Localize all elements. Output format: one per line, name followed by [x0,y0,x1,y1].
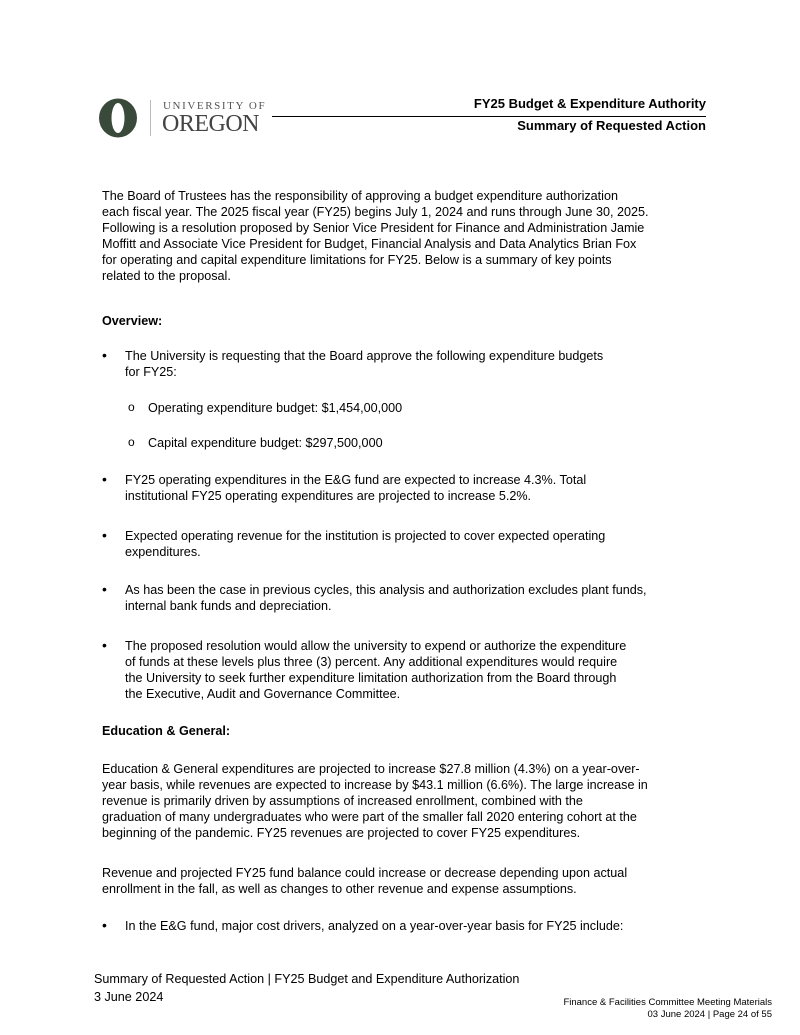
meeting-materials-label: Finance & Facilities Committee Meeting Materials [563,997,772,1008]
eg-paragraph-1 [102,761,648,841]
eg-bullet-1: In the E&G fund, major cost drivers, analyzed on a year-over-year basis for FY25 include: [125,919,624,933]
text-line: expenditures. [125,545,201,559]
logo-university-of: UNIVERSITY OF [163,100,267,112]
overview-bullet-4 [125,582,647,614]
overview-heading: Overview: [102,314,163,328]
logo-separator [150,100,151,136]
text-line: related to the proposal. [102,269,231,283]
document-title: FY25 Budget & Expenditure Authority [473,96,706,111]
overview-bullet-3 [125,528,605,560]
text-line: revenue is primarily driven by assumptions of increased enrollment, combined with the [102,794,583,808]
text-line: Following is a resolution proposed by Senior Vice President for Finance and Administration Jamie [102,221,645,235]
text-line: institutional FY25 operating expenditures are projected to increase 5.2%. [125,489,532,503]
text-line: of funds at these levels plus three (3) percent. Any additional expenditures would require [125,655,618,669]
footer-date: 3 June 2024 [94,990,164,1004]
footer-left [94,970,519,1006]
text-line: Education & General expenditures are projected to increase $27.8 million (4.3%) on a year-over- [102,762,640,776]
footer-right [563,997,772,1021]
text-line: the Executive, Audit and Governance Committee. [125,687,401,701]
operating-budget-item: Operating expenditure budget: $1,454,00,000 [148,401,403,415]
text-line: The Board of Trustees has the responsibility of approving a budget expenditure authorization [102,189,618,203]
logo-oregon: OREGON [162,111,259,137]
bullet-icon: • [102,917,107,933]
capital-budget-item: Capital expenditure budget: $297,500,000 [148,436,383,450]
intro-paragraph [102,188,649,284]
text-line: Revenue and projected FY25 fund balance could increase or decrease depending upon actual [102,866,628,880]
text-line: As has been the case in previous cycles, this analysis and authorization excludes plant funds, [125,583,647,597]
circle-bullet-icon: o [128,400,135,414]
overview-bullet-5 [125,638,626,702]
text-line: Expected operating revenue for the institution is projected to cover expected operating [125,529,606,543]
text-line: each fiscal year. The 2025 fiscal year (FY25) begins July 1, 2024 and runs through June 30, 2025. [102,205,649,219]
page-number: 03 June 2024 | Page 24 of 55 [647,1009,772,1020]
text-line: for operating and capital expenditure limitations for FY25. Below is a summary of key points [102,253,612,267]
document-subtitle: Summary of Requested Action [517,118,706,133]
bullet-icon: • [102,471,107,487]
text-line: graduation of many undergraduates who were part of the smaller fall 2020 entering cohort at the [102,810,637,824]
text-line: The University is requesting that the Board approve the following expenditure budgets [125,349,604,363]
text-line: the University to seek further expenditure limitation authorization from the Board through [125,671,617,685]
eg-paragraph-2 [102,865,627,897]
text-line: FY25 operating expenditures in the E&G fund are expected to increase 4.3%. Total [125,473,587,487]
footer-title: Summary of Requested Action | FY25 Budget and Expenditure Authorization [94,972,520,986]
bullet-icon: • [102,347,107,363]
header-rule [272,116,706,117]
eg-heading: Education & General: [102,724,231,738]
text-line: for FY25: [125,365,177,379]
overview-bullet-1 [125,348,603,380]
text-line: Moffitt and Associate Vice President for Budget, Financial Analysis and Data Analytics Brian Fox [102,237,637,251]
overview-bullet-2 [125,472,586,504]
text-line: enrollment in the fall, as well as changes to other revenue and expense assumptions. [102,882,577,896]
bullet-icon: • [102,637,107,653]
bullet-icon: • [102,581,107,597]
circle-bullet-icon: o [128,435,135,449]
text-line: year basis, while revenues are expected to increase by $43.1 million (6.6%). The large increase in [102,778,648,792]
text-line: The proposed resolution would allow the university to expend or authorize the expenditure [125,639,627,653]
bullet-icon: • [102,527,107,543]
uo-o-logo-icon [98,98,138,138]
text-line: beginning of the pandemic. FY25 revenues are projected to cover FY25 expenditures. [102,826,581,840]
text-line: internal bank funds and depreciation. [125,599,332,613]
